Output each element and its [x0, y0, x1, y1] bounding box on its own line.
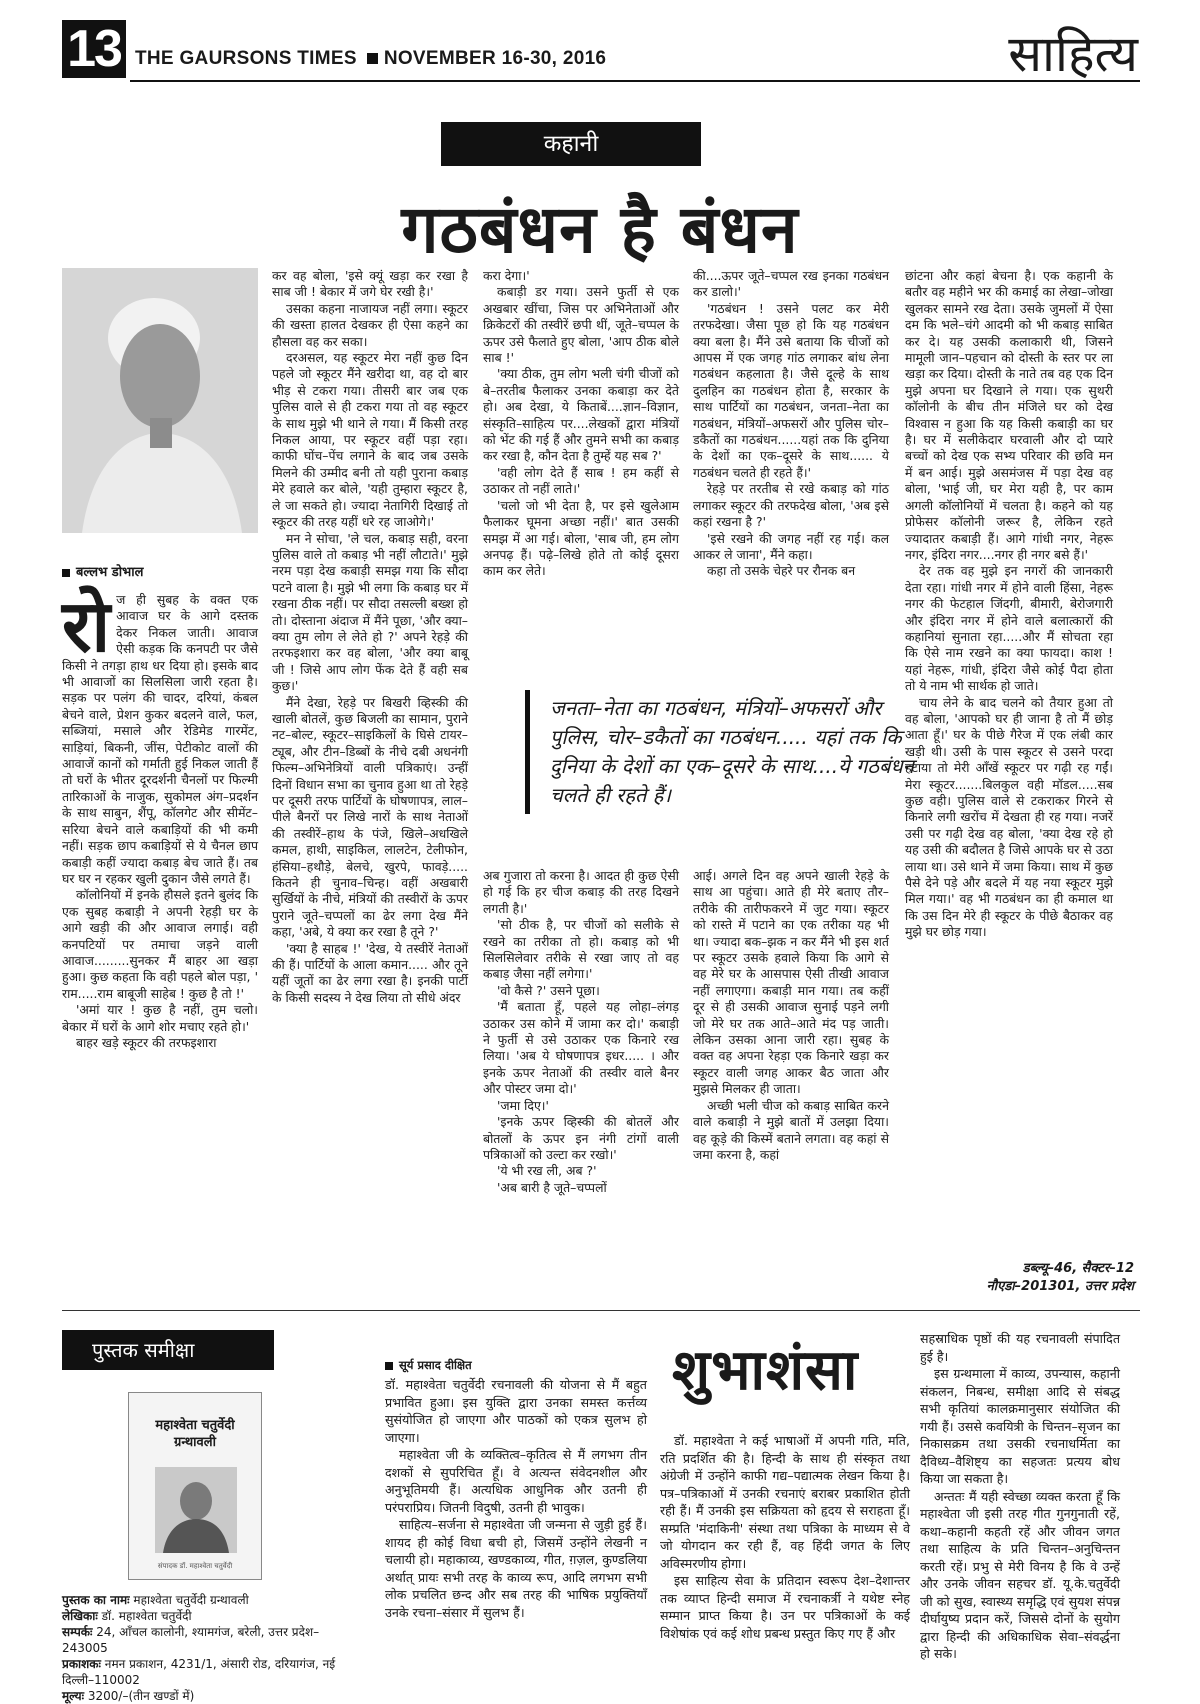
book-details	[62, 1592, 362, 1704]
story-paragraph: कर वह बोला, 'इसे क्यूं खड़ा कर रखा है साब जी ! बेकार में जगे घेर रखी है।'	[272, 268, 468, 300]
book-cover-editor: संपादक डॉ. महाश्वेता चतुर्वेदी	[157, 1562, 233, 1570]
reviewer-byline: सूर्य प्रसाद दीक्षित	[385, 1358, 472, 1373]
review-column-b	[660, 1432, 910, 1688]
story-paragraph: की....ऊपर जूते–चप्पल रख इनका गठबंधन कर डालो।'	[693, 268, 889, 300]
story-column-4-bottom	[693, 868, 889, 1288]
page-header	[0, 0, 1200, 90]
story-paragraph: 'अमां यार ! कुछ है नहीं, तुम चलो। बेकार में घरों के आगे शोर मचाए रहते हो।'	[62, 1002, 258, 1034]
story-paragraph: मैंने देखा, रेहड़े पर बिखरी व्हिस्की की खाली बोतलें, कुछ बिजली का सामान, पुराने नट–बोल्ट, स्कूटर–साइकिलों के घिसे टायर–ट्यूब, और टीन–डिब्बों के नीचे दबी अधनंगी फिल्म–अभिनेत्रियों वाली पत्रिकाएं। उन्हीं दिनों विधान सभा का चुनाव हुआ था तो रेहड़े पर दूसरी तरफ पार्टियों के घोषणापत्र, लाल–पीले बैनरों पर लिखे नारों के साथ नेताओं की तस्वीरें–हाथ के पंजे, खिले–अधखिले कमल, हाथी, साइकिल, लालटेन, टेलीफोन, हंसिया–हथौड़े, बेलचे, खुरपे, फावड़े..... कितने ही चुनाव–चिन्ह। वहीं अखबारी सुर्खियों के नीचे, मंत्रियों की तस्वीरों के ऊपर पुराने जूते–चप्पलों का ढेर लगा देख मैंने कहा, 'अबे, ये क्या कर रखा है तूने ?'	[272, 694, 468, 940]
story-paragraph: रेहड़े पर तरतीब से रखे कबाड़ को गांठ लगाकर स्कूटर की तरफदेख बोला, 'अब इसे कहां रखना है ?'	[693, 481, 889, 530]
story-paragraph: 'मैं बताता हूँ, पहले यह लोहा–लंगड़ उठाकर उस कोने में जामा कर दो।' कबाड़ी ने फुर्ती से उसे उठाकर एक किनारे रख लिया। 'अब ये घोषणापत्र इधर..... । और इनके ऊपर नेताओं की तस्वीर वाले बैनर और पोस्टर जमा दो।'	[483, 999, 679, 1097]
story-paragraph: मन ने सोचा, 'ले चल, कबाड़ सही, वरना पुलिस वाले तो कबाड़ भी नहीं लौटाते।' मुझे नरम पड़ा देख कबाड़ी समझ गया कि सौदा पटने वाला है। मुझे भी लगा कि कबाड़ घर में रखना ठीक नहीं। पर सौदा तसल्ली बख्श हो तो। दोस्ताना अंदाज में मैंने पूछा, 'और क्या–क्या तुम लोग ले लेते हो ?' अपने रेहड़े की तरफइशारा कर वह बोला, 'और क्या बाबू जी ! जिसे आप लोग फेंक देते हैं वही सब कुछ।'	[272, 530, 468, 694]
book-cover-image	[128, 1392, 262, 1580]
book-cover-portrait	[155, 1467, 237, 1553]
story-paragraph: 'क्या ठीक, तुम लोग भली चंगी चीजों को बे–तरतीब फैलाकर उनका कबाड़ा कर देते हो। अब देखा, ये किताबें....ज्ञान–विज्ञान, संस्कृति–साहित्य पर....लेखकों द्वारा मंत्रियों को भेंट की गई हैं और तुमने सभी का कबाड़ कर रखा है, कौन देता है तुम्हें यह सब ?'	[483, 366, 679, 464]
book-name-row: पुस्तक का नामः महाश्वेता चतुर्वेदी ग्रन्थावली	[62, 1593, 249, 1607]
review-paragraph: साहित्य–सर्जना से महाश्वेता जी जन्मना से जुड़ी हुई हैं। शायद ही कोई विधा बची हो, जिसमें उन्होंने लेखनी न चलायी हो। महाकाव्य, खण्डकाव्य, गीत, ग़ज़ल, कुण्डलिया अर्थात् प्रायः सभी तरह के काव्य रूप, आदि लगभग सभी लोक प्रचलित छन्द और सब तरह की भाषिक प्रयुक्तियाँ उनके रचना–संसार में सुलभ हैं।	[385, 1517, 647, 1620]
square-bullet-icon	[385, 1362, 393, 1370]
book-price-row: मूल्यः 3200/–(तीन खण्डों में)	[62, 1689, 195, 1703]
story-paragraph: 'क्या है साहब !' 'देख, ये तस्वीरें नेताओं की हैं। पार्टियों के आला कमान..... और तूने यहीं जूतों का ढेर लगा रखा है। इनकी पार्टी के किसी सदस्य ने देख लिया तो सीधे अंदर	[272, 940, 468, 1005]
header-divider	[130, 80, 1140, 82]
story-byline	[62, 562, 143, 580]
square-bullet-icon	[367, 53, 378, 64]
story-paragraph: 'वही लोग देते हैं साब ! हम कहीं से उठाकर तो नहीं लाते।'	[483, 464, 679, 497]
story-paragraph: 'वो कैसे ?' उसने पूछा।	[497, 982, 600, 998]
review-paragraph: सहस्राधिक पृष्ठों की यह रचनावली संपादित हुई है।	[920, 1331, 1120, 1364]
page-number: 13	[62, 20, 126, 78]
author-photo	[62, 268, 258, 533]
issue-date: NOVEMBER 16-30, 2016	[383, 48, 607, 69]
review-heading: शुभाशंसा	[672, 1338, 859, 1403]
story-paragraph: बाहर खड़े स्कूटर की तरफइशारा	[76, 1034, 217, 1050]
story-paragraph: 'गठबंधन ! उसने पलट कर मेरी तरफदेखा। जैसा पूछ हो कि यह गठबंधन क्या बला है। मैंने उसे बताया कि चीजों को आपस में एक जगह गांठ लगाकर बांध लेना गठबंधन कहलाता है। जैसे दूल्हे के साथ दुलहिन का गठबंधन होता है, सरकार के साथ पार्टियों का गठबंधन, जनता–नेता का गठबंधन, मंत्रियों–अफसरों और पुलिस चोर–डकैतों का गठबंधन......यहां तक कि दुनिया के देशों का एक–दूसरे के साथ...... ये गठबंधन चलते ही रहते हैं।'	[693, 300, 889, 480]
story-paragraph: अच्छी भली चीज को कबाड़ साबित करने वाले कबाड़ी ने मुझे बातों में उलझा दिया। वह कूड़े की किस्में बताने लगता। वह कहां से जमा करना है, कहां	[693, 1097, 889, 1162]
story-paragraph: अब गुजारा तो करना है। आदत ही कुछ ऐसी हो गई कि हर चीज कबाड़ की तरह दिखने लगती है।'	[483, 868, 679, 916]
story-paragraph: देर तक वह मुझे इन नगरों की जानकारी देता रहा। गांधी नगर में होने वाली हिंसा, नेहरू नगर की फेटहाल जिंदगी, बीमारी, बेरोजगारी और इंदिरा नगर में होने वाले बलात्कारों की कहानियां सुनाता रहा.....और मैं सोचता रहा कि ऐसे नाम रखने का क्या फायदा। काश ! यहां नेहरू, गांधी, इंदिरा जैसे कोई पैदा होता तो ये नाम भी सार्थक हो जाते।	[905, 563, 1113, 694]
story-column-3-bottom	[483, 868, 679, 1288]
story-paragraph: करा देगा।'	[483, 268, 530, 283]
story-paragraph: 'सो ठीक है, पर चीजों को सलीके से रखने का तरीका तो हो। कबाड़ को भी सिलसिलेवार तरीके से रखा जाए तो वह कबाड़ जैसा नहीं लगेगा।'	[483, 917, 679, 982]
story-title: गठबंधन है बंधन	[401, 191, 799, 268]
address-line-1: डब्ल्यू–46, सैक्टर–12	[1022, 1261, 1134, 1276]
story-paragraph: 'इसे रखने की जगह नहीं रह गई। कल आकर ले जाना', मैंने कहा।	[693, 530, 889, 562]
story-paragraph: छांटना और कहां बेचना है। एक कहानी के बतौर वह महीने भर की कमाई का लेखा–जोखा खुलकर सामने रख देता। उसके जुमलों में ऐसा दम कि भले–चंगे आदमी को भी कबाड़ साबित कर दे। यह उसकी कलाकारी थी, जिसने मामूली जान–पहचान को दोस्ती के स्तर पर ला खड़ा कर दिया। दोस्ती के नाते तब वह एक दिन मुझे अपना घर दिखाने ले गया। एक सुथरी कॉलोनी के बीच तीन मंजिले घर को देख विश्वास न हुआ कि यह किसी कबाड़ी का घर है। घर में सलीकेदार घरवाली और दो प्यारे बच्चों को देख एक सभ्य परिवार की छवि मन में बन आई। मुझे असमंजस में पड़ा देख वह बोला, 'भाई जी, घर मेरा यही है, पर काम अगली कॉलोनियों में चलता है। कहने को यह प्रोफेसर कॉलोनी जरूर है, लेकिन रहते ज्यादातर कबाड़ी हैं। आगे गांधी नगर, नेहरू नगर, इंदिरा नगर....नगर ही नगर बसे हैं।'	[905, 268, 1113, 562]
masthead	[135, 48, 606, 70]
review-paragraph: अन्ततः मैं यही स्वेच्छा व्यक्त करता हूँ कि महाश्वेता जी इसी तरह गीत गुनगुनाती रहें, कथा–कहानी कहती रहें और जीवन जगत तथा साहित्य के प्रति चिन्तन–अनुचिन्तन करती रहें। प्रभु से मेरी विनय है कि वे उन्हें और उनके जीवन सहचर डॉ. यू.के.चतुर्वेदी जी को सुख, स्वास्थ्य समृद्धि एवं सुयश संपन्न दीर्घायुष्य प्रदान करें, जिससे दोनों के सुयोग द्वारा हिन्दी की अधिकाधिक सेवा–संवर्द्धना हो सके।	[920, 1488, 1120, 1661]
review-column-c	[920, 1330, 1120, 1688]
section-divider	[62, 1310, 1140, 1311]
book-author-row: लेखिकाः डॉ. महाश्वेता चतुर्वेदी	[62, 1609, 192, 1623]
review-paragraph: डॉ. महाश्वेता चतुर्वेदी रचनावली की योजना से मैं बहुत प्रभावित हुआ। इस युक्ति द्वारा उनका समस्त कर्त्तव्य सुसंयोजित हो जाएगा और पाठकों को एकत्र सुलभ हो जाएगा।	[385, 1377, 647, 1445]
drop-cap: रो	[62, 584, 111, 668]
square-bullet-icon	[62, 569, 70, 577]
review-paragraph: महाश्वेता जी के व्यक्तित्व–कृतित्व से मैं लगभग तीन दशकों से सुपरिचित हूँ। वे अत्यन्त संवेदनशील और अनुभूतिमयी हैं। अत्यधिक आधुनिक और उतनी ही परंपराप्रिय। जितनी विदुषी, उतनी ही भावुक।	[385, 1447, 647, 1515]
story-paragraph: आई। अगले दिन वह अपने खाली रेहड़े के साथ आ पहुंचा। आते ही मेरे बताए तौर–तरीके की तारीफकरने में जुट गया। स्कूटर को रास्ते में पटाने का एक तरीका यह भी था। ज्यादा बक–झक न कर मैंने भी इस शर्त पर स्कूटर उसके हवाले किया कि आगे से वह मेरे घर के आसपास ऐसी तीखी आवाज नहीं लगाएगा। कबाड़ी मान गया। तब कहीं दूर से ही उसकी आवाज सुनाई पड़ने लगी जो मेरे घर तक आते–आते मंद पड़ जाती। लेकिन उसका आना जारी रहा। सुबह के वक्त वह अपना रेहड़ा एक किनारे खड़ा कर स्कूटर वाली जगह आकर बैठ जाता और मुझसे मिलकर ही जाता।	[693, 868, 889, 1097]
review-paragraph: इस साहित्य सेवा के प्रतिदान स्वरूप देश–देशान्तर तक व्याप्त हिन्दी समाज में रचनाकर्त्री ने यथेष्ट स्नेह सम्मान प्राप्त किया है। उन पर पत्रिकाओं के कई विशेषांक एवं कई शोध प्रबन्ध प्रस्तुत किए गए हैं और	[660, 1573, 910, 1641]
story-column-2	[272, 268, 468, 1288]
paper-name: THE GAURSONS TIMES	[135, 48, 357, 69]
author-name: बल्लभ डोभाल	[76, 565, 144, 580]
story-paragraph: कहा तो उसके चेहरे पर रौनक बन	[707, 563, 856, 579]
address-line-2: नौएडा–201301, उत्तर प्रदेश	[986, 1279, 1134, 1294]
story-column-4-top	[693, 268, 889, 663]
story-paragraph: कॉलोनियों में इनके हौसले इतने बुलंद कि एक सुबह कबाड़ी ने अपनी रेहड़ी घर के आगे खड़ी की और आवाज लगाई। वही कनपटियों पर तमाचा जड़ने वाली आवाज.........सुनकर मैं बाहर आ खड़ा हुआ। कुछ कहता कि वही पहले बोल पड़ा, ' राम.....राम बाबूजी साहेब ! कुछ है तो !'	[62, 887, 258, 1001]
author-address	[987, 1260, 1134, 1296]
story-paragraph: कबाड़ी डर गया। उसने फुर्ती से एक अखबार खींचा, जिस पर अभिनेताओं और क्रिकेटरों की तस्वीरें छपी थीं, जूते–चप्पल के ऊपर उसे फैलाते हुए बोला, 'आप ठीक बोले साब !'	[483, 284, 679, 366]
book-contact-row: सम्पर्कः 24, आँचल कालोनी, श्यामगंज, बरेली, उत्तर प्रदेश–243005	[62, 1625, 320, 1655]
pull-quote: जनता–नेता का गठबंधन, मंत्रियों–अफसरों और पुलिस, चोर–डकैतों का गठबंधन..... यहां तक कि दुनिया के देशों का एक–दूसरे के साथ....ये गठबंधन चलते ही रहते हैं।	[525, 690, 925, 814]
story-column-5	[905, 268, 1113, 1253]
story-paragraph: 'चलो जो भी देता है, पर इसे खुलेआम फैलाकर घूमना अच्छा नहीं।' बात उसकी समझ में आ गई। बोला, 'साब जी, हम लोग अनपढ़ हैं। पढ़े–लिखे होते तो कोई दूसरा काम कर लेते।	[483, 497, 679, 579]
story-paragraph: 'ये भी रख ली, अब ?'	[497, 1163, 597, 1179]
story-category-label: कहानी	[441, 122, 701, 166]
story-paragraph: रोज ही सुबह के वक्त एक आवाज घर के आगे दस्तक देकर निकल जाती। आवाज ऐसी कड़क कि कनपटी पर जैसे किसी ने तगड़ा हाथ धर दिया हो। इसके बाद भी आवाजों का सिलसिला जारी रहता है। सड़क पर पलंग की चादर, दरियां, कंबल बेचने वाले, प्रेशन कुकर बदलने वाले, फल, सब्जियां, मसाले और रेडिमेड गारमेंट, साड़ियां, बिकनी, जींस, पेटीकोट वालों की आवाजें कानों को गर्माती हुई निकल जाती हैं तो घरों के भीतर दूरदर्शनी चैनलों पर फिल्मी तारिकाओं के नाजुक, सुकोमल अंग–प्रदर्शन के साथ साबुन, शैंपू, कॉलगेट और सीमेंट–सरिया बेचने वाले कबाड़ियों की भी कमी नहीं। सड़क छाप कबाड़ियों से ये चैनल छाप कबाड़ी कहीं ज्यादा कबाड़ बेच जाते हैं। तब घर घर न रहकर खुली दुकान जैसे लगते हैं।	[62, 584, 258, 886]
story-paragraph: दरअसल, यह स्कूटर मेरा नहीं कुछ दिन पहले जो स्कूटर मैंने खरीदा था, वह दो बार भीड़ से टकरा गया। तीसरी बार जब एक पुलिस वाले से ही टकरा गया तो वह स्कूटर के साथ मुझे भी थाने ले गया। मैं किसी तरह निकल आया, पर स्कूटर वहीं पड़ा रहा। काफी घोंच–पेंच लगाने के बाद जब उसके मिलने की उम्मीद बनी तो यही पुराना कबाड़ मेरे हवाले कर बोले, 'यही तुम्हारा स्कूटर है, ले जा सकते हो। ज्यादा नेतागिरी दिखाई तो स्कूटर की तरह यहीं धरे रह जाओगे।'	[272, 350, 468, 530]
story-paragraph: 'अब बारी है जूते–चप्पलों	[497, 1179, 607, 1195]
story-paragraph: उसका कहना नाजायज नहीं लगा। स्कूटर की खस्ता हालत देखकर ही ऐसा कहने का हौसला वह कर सका।	[272, 300, 468, 349]
section-title: साहित्य	[1008, 25, 1138, 83]
book-cover-title: महाश्वेता चतुर्वेदी ग्रन्थावली	[155, 1418, 235, 1450]
review-paragraph: इस ग्रन्थमाला में काव्य, उपन्यास, कहानी संकलन, निबन्ध, समीक्षा आदि से संबद्ध सभी कृतियां कालक्रमानुसार संयोजित की गयी हैं। उससे कवयित्री के चिन्तन–सृजन का निकासक्रम तथा उसकी रचनाधर्मिता का दैविध्य–वैशिष्ट्य का सहजतः प्रत्यय बोध किया जा सकता है।	[920, 1366, 1120, 1486]
review-section-label: पुस्तक समीक्षा	[62, 1330, 274, 1370]
story-paragraph: 'जमा दिए।'	[497, 1097, 549, 1113]
story-column-3-top	[483, 268, 679, 663]
review-paragraph: डॉ. महाश्वेता ने कई भाषाओं में अपनी गति, मति, रति प्रदर्शित की है। हिन्दी के साथ ही संस्कृत तथा अंग्रेजी में उन्होंने काफी गद्य–पद्यात्मक लेखन किया है। पत्र–पत्रिकाओं में उनकी रचनाएं बराबर प्रकाशित होती रही हैं। मैं उनकी इस सक्रियता को हृदय से सराहता हूँ। सम्प्रति 'मंदाकिनी' संस्था तथा पत्रिका के माध्यम से वे जो योगदान कर रही हैं, वह हिंदी जगत के लिए अविस्मरणीय होगा।	[660, 1433, 910, 1571]
story-paragraph: चाय लेने के बाद चलने को तैयार हुआ तो वह बोला, 'आपको घर ही जाना है तो मैं छोड़ आता हूँ।' घर के पीछे गैरेज में एक लंबी कार खड़ी थी। उसी के पास स्कूटर से उसने परदा हटाया तो मेरी आँखें स्कूटर पर गढ़ी रह गईं। मेरा स्कूटर.......बिलकुल वही मॉडल.....सब कुछ वही। पुलिस वाले से टकराकर गिरने से किनारे लगी खरोंच में देखता ही रह गया। नजरें उसी पर गढ़ी देख वह बोला, 'क्या देख रहे हो यह उसी की बदौलत है जिसे आपके घर से उठा लाया था। उसे थाने में जमा किया। साथ में कुछ पैसे देने पड़े और बदले में यह नया स्कूटर मुझे मिल गया।' वह भी गठबंधन का ही कमाल था कि उस दिन मेरे ही स्कूटर के पीछे बैठाकर वह मुझे घर छोड़ गया।	[905, 694, 1113, 940]
book-publisher-row: प्रकाशकः नमन प्रकाशन, 4231/1, अंसारी रोड, दरियागंज, नई दिल्ली–110002	[62, 1657, 336, 1687]
story-column-1	[62, 584, 258, 1292]
story-paragraph: 'इनके ऊपर व्हिस्की की बोतलें और बोतलों के ऊपर इन नंगी टांगों वाली पत्रिकाओं को उल्टा कर रखो।'	[483, 1114, 679, 1162]
review-column-a	[385, 1376, 647, 1688]
